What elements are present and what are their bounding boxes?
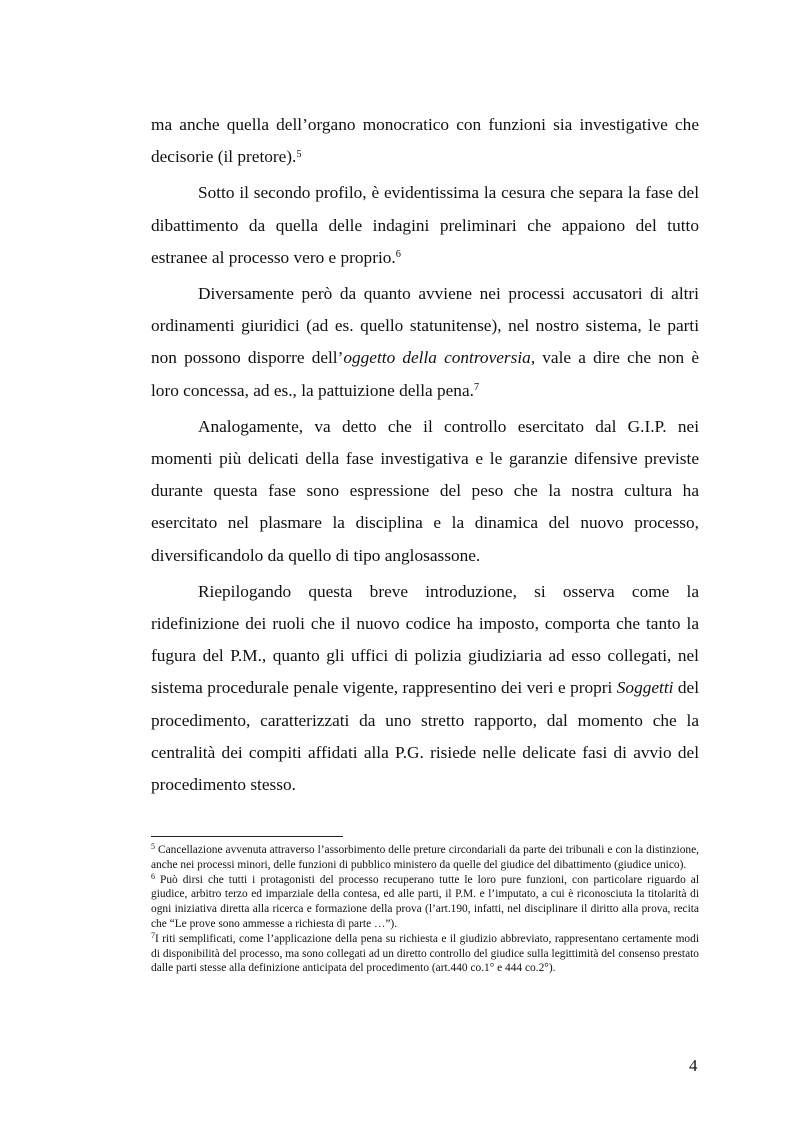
footnotes [151, 843, 699, 976]
paragraph-3: Diversamente però da quanto avviene nei processi accusatori di altri ordinamenti giuridici (ad es. quello statunitense), nel nostro sistema, le parti non possono disporre dell’oggetto della controversia, vale a dire che non è loro concessa, ad es., la pattuizione della pena.$^7$ [151, 284, 700, 400]
footnote-5: $^5$ Cancellazione avvenuta attraverso l’assorbimento delle preture circondariali da parte dei tribunali e con la distinzione, anche nei processi minori, delle funzioni di pubblico ministero da quelle del giudice del dibattimento (giudice unico). [151, 842, 699, 871]
footnote-7: $^7$I riti semplificati, come l’applicazione della pena su richiesta e il giudizio abbreviato, rappresentano certamente modi di disponibilità del processo, ma sono collegati ad un diretto controllo del giudice sulla legittimità del consenso prestato dalle parti stesse alla definizione anticipata del procedimento (art.440 co.1° e 444 co.2°). [151, 931, 699, 975]
footnote-ref-5[interactable]: 5 [296, 148, 302, 160]
footnote-ref-6[interactable]: 6 [395, 249, 401, 261]
italic-term: oggetto della controversia [343, 348, 531, 368]
footnote-ref-7[interactable]: 7 [473, 381, 480, 393]
paragraph-2: Sotto il secondo profilo, è evidentissima la cesura che separa la fase del dibattimento da quella delle indagini preliminari che appaiono del tutto estranee al processo vero e proprio.$^6$ [151, 183, 699, 267]
italic-term: Soggetti [616, 678, 674, 698]
footnote-6: $^6$ Può dirsi che tutti i protagonisti del processo recuperano tutte le loro pure funzioni, con particolare riguardo al giudice, arbitro terzo ed imparziale della contesa, ed alle parti, il P.M. e l’imputato, a cui è riconosciuta la titolarità di ogni iniziativa diretta alla ricerca e formazione della prova (l’art.190, infatti, nel disciplinare il diritto alla prova, recita che “Le prove sono ammesse a richiesta di parte …”). [151, 872, 699, 930]
page-number: 4 [689, 1056, 698, 1075]
main-text [151, 109, 699, 801]
footnote-separator [151, 836, 343, 837]
paragraph-5: Riepilogando questa breve introduzione, si osserva come la ridefinizione dei ruoli che il nuovo codice ha imposto, comporta che tanto la fugura del P.M., quanto gli uffici di polizia giudiziaria ad esso collegati, nel sistema procedurale penale vigente, rappresentino dei veri e propri Soggetti del procedimento, caratterizzati da uno stretto rapporto, dal momento che la centralità dei compiti affidati alla P.G. risiede nelle delicate fasi di avvio del procedimento stesso. [151, 581, 699, 795]
paragraph-1: ma anche quella dell’organo monocratico con funzioni sia investigative che decisorie (il pretore).$^5$ [151, 115, 699, 167]
paragraph-4: Analogamente, va detto che il controllo esercitato dal G.I.P. nei momenti più delicati della fase investigativa e le garanzie difensive previste durante questa fase sono espressione del peso che la nostra cultura ha esercitato nel plasmare la disciplina e la dinamica del nuovo processo, diversificandolo da quello di tipo anglosassone. [151, 416, 699, 565]
